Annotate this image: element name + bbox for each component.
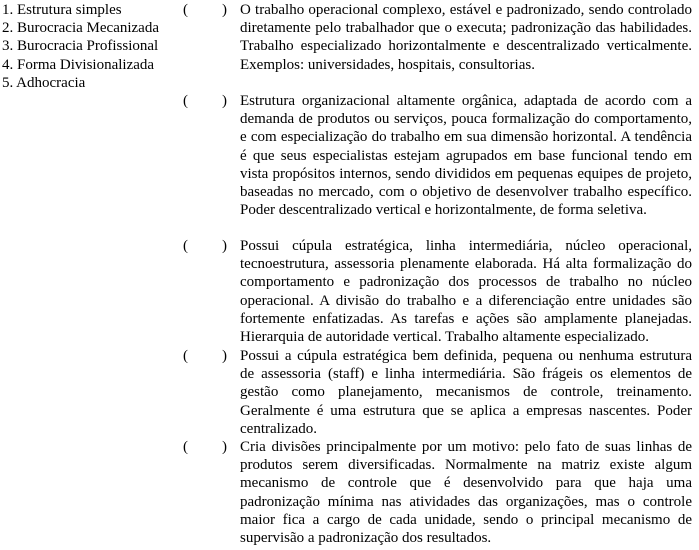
structure-options-list [2, 1, 180, 92]
option-item: 3. Burocracia Profissional [2, 38, 159, 55]
paren-close: ) [222, 238, 227, 254]
paren-close: ) [222, 348, 227, 364]
description-text: Possui cúpula estratégica, linha intermediária, núcleo operacional, tecnoestrutura, assessoria plenamente elaborada. Há alta formalização do comportamento e padronização dos processos de trabalho no núcleo operacional. A divisão do trabalho e a diferenciação entre unidades são fortemente enfatizadas. As tarefas e ações são amplamente planejadas. Hierarquia de autoridade vertical. Trabalho altamente especializado. [240, 238, 692, 346]
answer-blank[interactable] [183, 438, 227, 456]
paren-close: ) [222, 2, 227, 18]
option-item: 1. Estrutura simples [2, 2, 122, 18]
paren-open: ( [183, 439, 188, 455]
paren-open: ( [183, 93, 188, 109]
option-item: 4. Forma Divisionalizada [2, 56, 155, 73]
description-text: Possui a cúpula estratégica bem definida, pequena ou nenhuma estrutura de assessoria (staff) e linha intermediária. São frágeis os elementos de gestão como planejamento, mecanismos de controle, treinamento. Geralmente é uma estrutura que se aplica a empresas nascentes. Poder centralizado. [240, 348, 692, 437]
paren-open: ( [183, 238, 188, 254]
answer-blank[interactable] [183, 92, 227, 110]
paren-open: ( [183, 2, 188, 18]
description-text: O trabalho operacional complexo, estável e padronizado, sendo controlado diretamente pelo trabalhador que o executa; padronização das habilidades. Trabalho especializado horizontalmente e descentralizado verticalmente. Exemplos: universidades, hospitais, consultorias. [240, 2, 692, 73]
answer-blank[interactable] [183, 347, 227, 365]
paren-open: ( [183, 348, 188, 364]
description-text: Estrutura organizacional altamente orgânica, adaptada de acordo com a demanda de produtos ou serviços, pouca formalização do comportamento, e com especialização do trabalho em sua dimensão horizontal. A tendência é que seus especialistas estejam agrupados em base funcional tendo em vista propósitos internos, sendo divididos em pequenas equipes de projeto, baseadas no mercado, com o objetivo de desenvolver trabalho específico. Poder descentralizado vertical e horizontalmente, de forma seletiva. [240, 93, 692, 219]
description-text: Cria divisões principalmente por um motivo: pelo fato de suas linhas de produtos serem diversificadas. Normalmente na matriz existe algum mecanismo de controle que é desenvolvido para que haja uma padronização mínima nas atividades das organizações, mas o controle maior fica a cargo de cada unidade, sendo o principal mecanismo de supervisão a padronização dos resultados. [240, 439, 692, 547]
option-item: 5. Adhocracia [2, 74, 86, 91]
paren-close: ) [222, 439, 227, 455]
option-item: 2. Burocracia Mecanizada [2, 20, 159, 37]
answer-blank[interactable] [183, 1, 227, 19]
paren-close: ) [222, 93, 227, 109]
answer-blank[interactable] [183, 237, 227, 255]
